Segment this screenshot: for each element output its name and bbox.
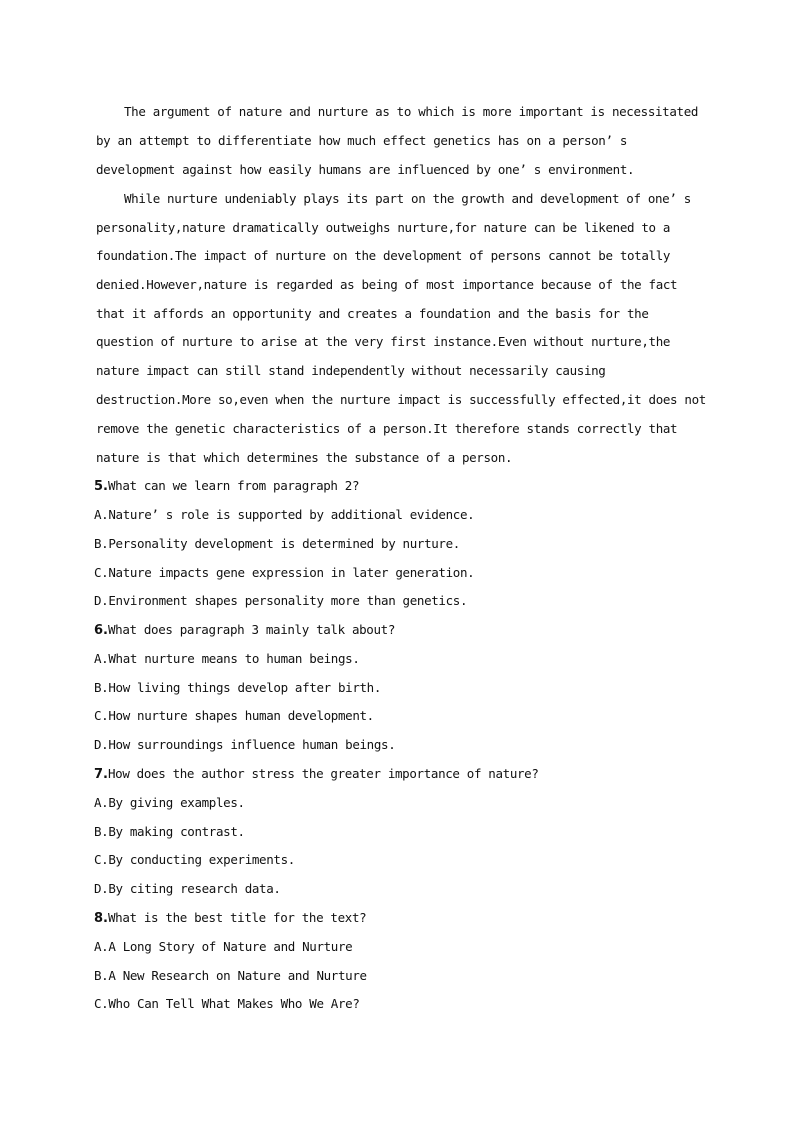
question-5-stem: What can we learn from paragraph 2? <box>107 478 360 493</box>
paragraph-2-line-7: nature impact can still stand independently without necessarily causing <box>96 363 606 378</box>
question-8-number: 8. <box>94 911 108 926</box>
question-5-option-c: C.Nature impacts gene expression in later generation. <box>94 565 475 580</box>
question-8-option-b: B.A New Research on Nature and Nurture <box>94 968 367 983</box>
paragraph-2-line-1: While nurture undeniably plays its part on the growth and development of one’ s <box>124 191 691 206</box>
question-8-option-a: A.A Long Story of Nature and Nurture <box>94 939 353 954</box>
question-7-option-b: B.By making contrast. <box>94 824 245 839</box>
paragraph-2-line-8: destruction.More so,even when the nurture impact is successfully effected,it does not <box>96 392 706 407</box>
paragraph-2-line-3: foundation.The impact of nurture on the development of persons cannot be totally <box>96 248 671 263</box>
question-6-number: 6. <box>94 623 108 638</box>
question-8 <box>94 910 366 926</box>
paragraph-1-line-1: The argument of nature and nurture as to which is more important is necessitated <box>124 104 699 119</box>
paragraph-2-line-9: remove the genetic characteristics of a person.It therefore stands correctly that <box>96 421 678 436</box>
question-5-option-d: D.Environment shapes personality more than genetics. <box>94 593 468 608</box>
question-7-option-a: A.By giving examples. <box>94 795 245 810</box>
question-7-stem: How does the author stress the greater importance of nature? <box>107 766 539 781</box>
question-5 <box>94 478 359 494</box>
paragraph-2-line-2: personality,nature dramatically outweighs nurture,for nature can be likened to a <box>96 220 671 235</box>
question-6-option-a: A.What nurture means to human beings. <box>94 651 360 666</box>
paragraph-1-line-2: by an attempt to differentiate how much effect genetics has on a person’ s <box>96 133 627 148</box>
paragraph-2-line-10: nature is that which determines the substance of a person. <box>96 450 513 465</box>
question-5-option-b: B.Personality development is determined by nurture. <box>94 536 460 551</box>
question-7-number: 7. <box>94 767 108 782</box>
question-6-stem: What does paragraph 3 mainly talk about? <box>107 622 396 637</box>
question-6-option-d: D.How surroundings influence human beings. <box>94 737 396 752</box>
question-5-number: 5. <box>94 479 108 494</box>
question-8-stem: What is the best title for the text? <box>107 910 367 925</box>
paragraph-1-line-3: development against how easily humans are influenced by one’ s environment. <box>96 162 635 177</box>
paragraph-2-line-4: denied.However,nature is regarded as being of most importance because of the fact <box>96 277 678 292</box>
question-6-option-c: C.How nurture shapes human development. <box>94 708 374 723</box>
question-7 <box>94 766 539 782</box>
question-5-option-a: A.Nature’ s role is supported by additional evidence. <box>94 507 475 522</box>
paragraph-2-line-6: question of nurture to arise at the very first instance.Even without nurture,the <box>96 334 671 349</box>
question-7-option-d: D.By citing research data. <box>94 881 281 896</box>
question-6-option-b: B.How living things develop after birth. <box>94 680 382 695</box>
question-7-option-c: C.By conducting experiments. <box>94 852 295 867</box>
paragraph-2-line-5: that it affords an opportunity and creates a foundation and the basis for the <box>96 306 649 321</box>
question-8-option-c: C.Who Can Tell What Makes Who We Are? <box>94 996 360 1011</box>
question-6 <box>94 622 395 638</box>
